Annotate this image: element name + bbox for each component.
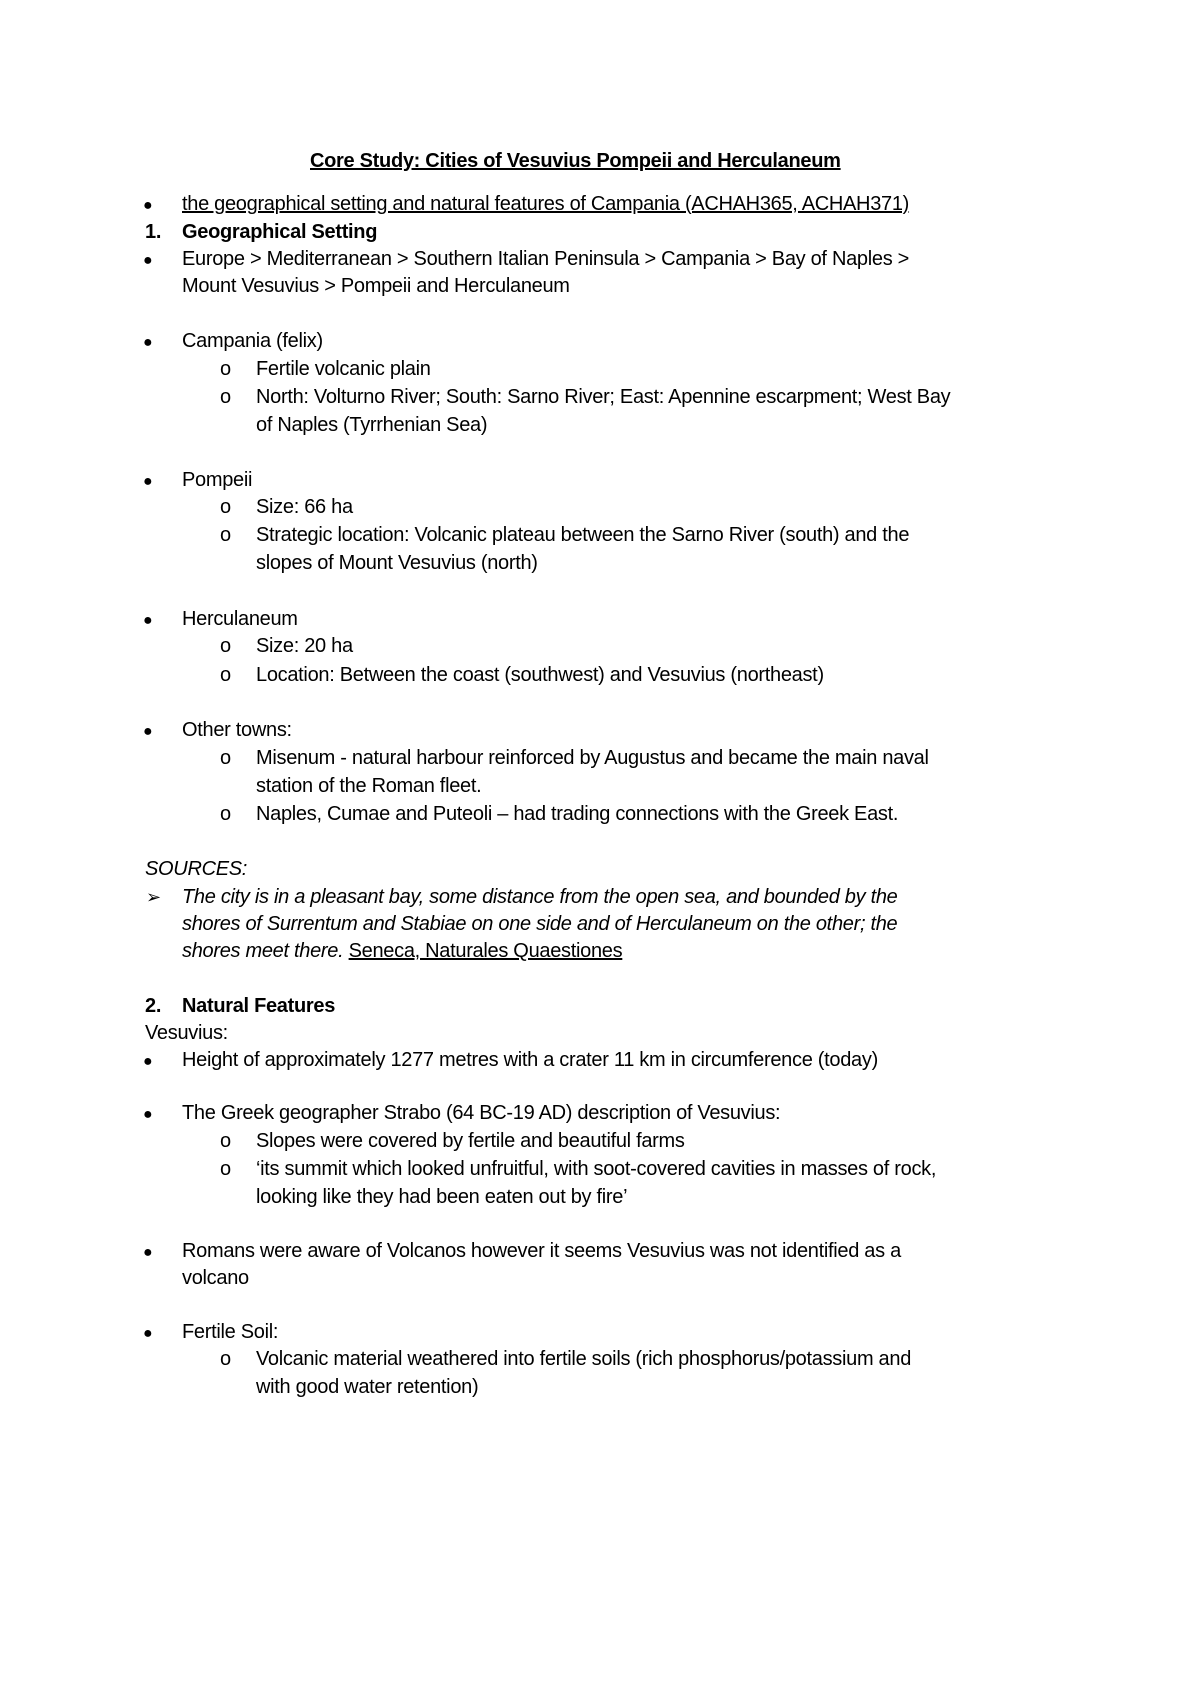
sub-item: Slopes were covered by fertile and beautiful farms bbox=[256, 1130, 685, 1152]
section-heading: Geographical Setting bbox=[182, 221, 378, 243]
sub-item: Size: 20 ha bbox=[256, 635, 353, 657]
circle-bullet-icon: o bbox=[220, 803, 231, 825]
page-title: Core Study: Cities of Vesuvius Pompeii and Herculaneum bbox=[310, 150, 841, 172]
sub-item: of Naples (Tyrrhenian Sea) bbox=[256, 414, 488, 436]
bullet-icon: ● bbox=[143, 612, 153, 629]
bullet-icon: ● bbox=[143, 473, 153, 490]
sub-item: Naples, Cumae and Puteoli – had trading connections with the Greek East. bbox=[256, 803, 899, 825]
bullet-icon: ● bbox=[143, 1106, 153, 1123]
circle-bullet-icon: o bbox=[220, 1158, 231, 1180]
sub-item: ‘its summit which looked unfruitful, with soot-covered cavities in masses of rock, bbox=[256, 1158, 937, 1180]
bullet-icon: ● bbox=[143, 252, 153, 269]
sub-item: Misenum - natural harbour reinforced by Augustus and became the main naval bbox=[256, 747, 929, 769]
circle-bullet-icon: o bbox=[220, 1348, 231, 1370]
syllabus-point: the geographical setting and natural features of Campania (ACHAH365, ACHAH371) bbox=[182, 193, 910, 215]
sub-item: slopes of Mount Vesuvius (north) bbox=[256, 552, 538, 574]
bullet-icon: ● bbox=[143, 723, 153, 740]
bullet-icon: ● bbox=[143, 1325, 153, 1342]
list-item-label: Fertile Soil: bbox=[182, 1321, 279, 1343]
source-quote-line: The city is in a pleasant bay, some distance from the open sea, and bounded by the bbox=[182, 886, 898, 908]
list-item-label: Pompeii bbox=[182, 469, 253, 491]
source-quote-line-with-citation bbox=[182, 938, 622, 964]
list-item-label: Romans were aware of Volcanos however it seems Vesuvius was not identified as a bbox=[182, 1240, 901, 1262]
bullet-icon: ● bbox=[143, 1053, 153, 1070]
circle-bullet-icon: o bbox=[220, 635, 231, 657]
circle-bullet-icon: o bbox=[220, 524, 231, 546]
arrow-bullet-icon: ➢ bbox=[146, 887, 161, 907]
circle-bullet-icon: o bbox=[220, 747, 231, 769]
bullet-icon: ● bbox=[143, 1244, 153, 1261]
source-citation: Seneca, Naturales Quaestiones bbox=[348, 940, 623, 962]
geo-path-line: Mount Vesuvius > Pompeii and Herculaneum bbox=[182, 275, 570, 297]
sub-item: with good water retention) bbox=[256, 1376, 479, 1398]
section-heading: Natural Features bbox=[182, 995, 336, 1017]
sub-item: Fertile volcanic plain bbox=[256, 358, 431, 380]
circle-bullet-icon: o bbox=[220, 496, 231, 518]
list-item-label: Other towns: bbox=[182, 719, 292, 741]
sub-item: North: Volturno River; South: Sarno River; East: Apennine escarpment; West Bay bbox=[256, 386, 951, 408]
source-quote-line: shores of Surrentum and Stabiae on one side and of Herculaneum on the other; the bbox=[182, 913, 898, 935]
sub-item: looking like they had been eaten out by fire’ bbox=[256, 1186, 628, 1208]
bullet-icon: ● bbox=[143, 334, 153, 351]
list-item-label: The Greek geographer Strabo (64 BC-19 AD) description of Vesuvius: bbox=[182, 1102, 781, 1124]
circle-bullet-icon: o bbox=[220, 1130, 231, 1152]
list-item-label: Herculaneum bbox=[182, 608, 298, 630]
list-item-label: Campania (felix) bbox=[182, 330, 323, 352]
subheading: Vesuvius: bbox=[145, 1022, 228, 1044]
list-item-label: Height of approximately 1277 metres with a crater 11 km in circumference (today) bbox=[182, 1049, 878, 1071]
circle-bullet-icon: o bbox=[220, 664, 231, 686]
geo-path-line: Europe > Mediterranean > Southern Italian Peninsula > Campania > Bay of Naples > bbox=[182, 248, 910, 270]
sub-item: Strategic location: Volcanic plateau between the Sarno River (south) and the bbox=[256, 524, 910, 546]
list-item-label: volcano bbox=[182, 1267, 249, 1289]
circle-bullet-icon: o bbox=[220, 386, 231, 408]
sources-label: SOURCES: bbox=[145, 858, 248, 880]
section-number: 1. bbox=[145, 221, 162, 243]
sub-item: station of the Roman fleet. bbox=[256, 775, 482, 797]
source-quote-text: shores meet there. bbox=[182, 940, 349, 962]
circle-bullet-icon: o bbox=[220, 358, 231, 380]
section-number: 2. bbox=[145, 995, 162, 1017]
sub-item: Volcanic material weathered into fertile soils (rich phosphorus/potassium and bbox=[256, 1348, 912, 1370]
sub-item: Size: 66 ha bbox=[256, 496, 353, 518]
bullet-icon: ● bbox=[143, 197, 153, 214]
sub-item: Location: Between the coast (southwest) and Vesuvius (northeast) bbox=[256, 664, 824, 686]
